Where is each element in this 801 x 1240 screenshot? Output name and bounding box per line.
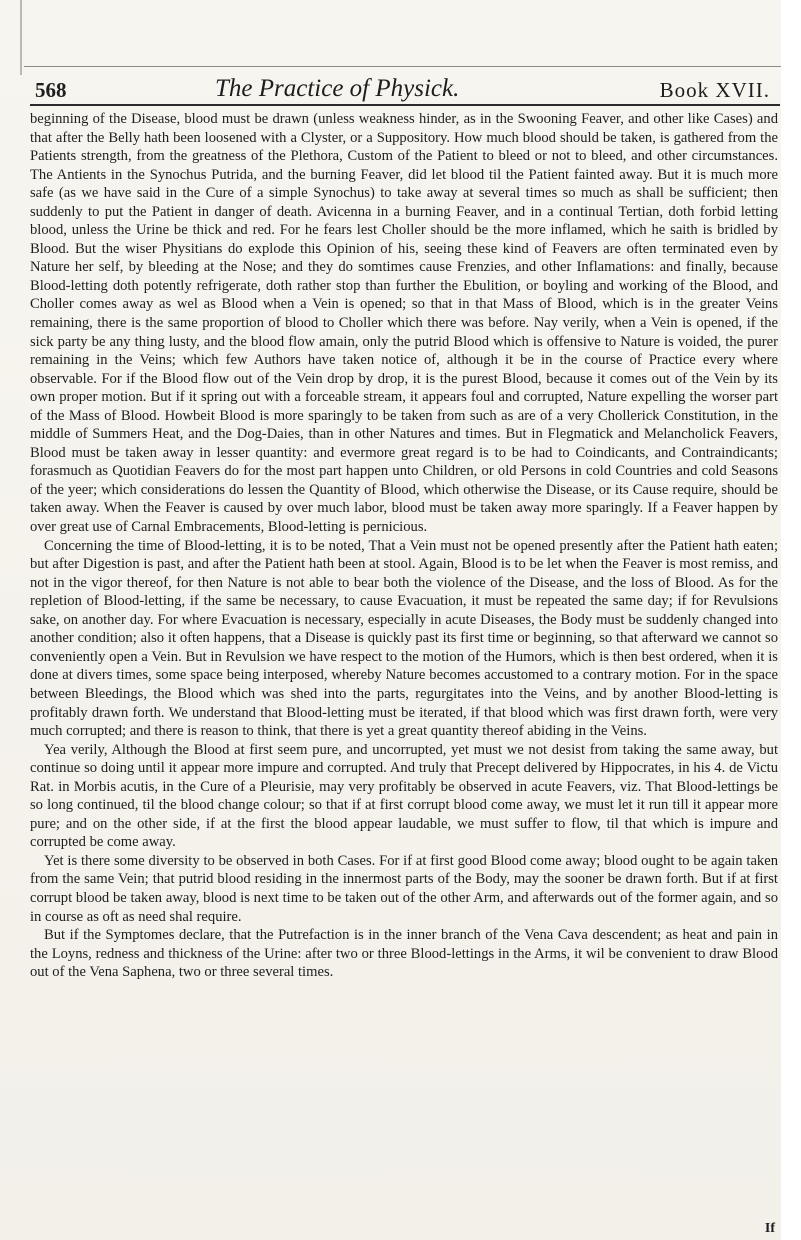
- paragraph: beginning of the Disease, blood must be drawn (unless weakness hinder, as in the Swooning Feaver, and other like Cases) and that after the Belly hath been loosened with a Clyster, or a Suppository. How much blood should be taken, is gathered from the Patients strength, from the greatness of the Plethora, Custom of the Patient to bleed or not to bleed, and other circumstances. The Antients in the Synochus Putrida, and the burning Feaver, did let blood til the Patient fainted away. But it is much more safe (as we have said in the Cure of a simple Synochus) to take away at several times so much as shall be sufficient; then suddenly to put the Patient in danger of death. Avicenna in a burning Feaver, and in a continual Tertian, doth forbid letting blood, unless the Urine be thick and red. For he fears lest Choller should be the more inflamed, which he saith is bridled by Blood. But the wiser Physitians do explode this Opinion of his, seeing these kind of Feavers are often terminated even by Nature her self, by bleeding at the Nose; and they do somtimes cause Frenzies, and other Inflamations: and finally, because Blood-letting doth potently refrigerate, doth rather stop than further the Ebulition, or boyling and working of the Blood, and Choller comes away as wel as Blood when a Vein is opened; so that in that Mass of Blood, which is in the greater Veins remaining, there is the same proportion of blood to Choller which there was before. Nay verily, when a Vein is opened, if the sick party be any thing lusty, and the blood flow amain, only the putrid Blood which is offensive to Nature is voided, the purer remaining in the Veins; which few Authors have taken notice of, although it be in the course of Practice every where observable. For if the Blood flow out of the Vein drop by drop, it is the purest Blood, because it comes out of the Vein by its own proper motion. But if it spring out with a forceable stream, it appears foul and corrupted, Nature expelling the worser part of the Mass of Blood. Howbeit Blood is more sparingly to be taken from such as are of a very Chollerick Constitution, in the middle of Summers Heat, and the Dog-Daies, than in other Natures and times. But in Flegmatick and Melancholick Feavers, Blood must be taken away in lesser quantity: and evermore great regard is to be had to Coindicants, and Contraindicants; forasmuch as Quotidian Feavers do for the most part happen unto Children, or old Persons in cold Countries and cold Seasons of the yeer; which considerations do lessen the Quantity of Blood, which otherwise the Disease, or its Cause require, should be taken away. When the Feaver is caused by over much labor, blood must be taken away more sparingly. If a Feaver happen by over great use of Carnal Embracements, Blood-letting is pernicious.: [30, 111, 778, 536]
- page-number: 568: [35, 78, 67, 102]
- running-title: The Practice of Physick.: [215, 75, 460, 102]
- paragraph: Concerning the time of Blood-letting, it is to be noted, That a Vein must not be opened presently after the Patient hath eaten; but after Digestion is past, and after the Patient hath been at stool. Again, Blood is to be let when the Feaver is most remiss, and not in the vigor thereof, for then Nature is not able to bear both the violence of the Disease, and the loss of Blood. As for the repletion of Blood-letting, if the same be necessary, to cause Evacuation, it must be repeated the same day; if for Revulsions sake, on another day. For where Evacuation is necessary, especially in acute Diseases, the Body must be suddenly changed into another condition; also it often happens, that a Disease is quickly past its first time or beginning, so that afterward we cannot so conveniently open a Vein. But in Revulsion we have respect to the motion of the Humors, which is then best ordered, when it is done at divers times, some space being interposed, whereby Nature becomes accustomed to a contrary motion. For in the space between Bleedings, the Blood which was shed into the parts, regurgitates into the Veins, and by another Blood-letting is profitably drawn forth. We understand that Blood-letting must be iterated, if that blood which was first drawn forth, were very much corrupted; and there is reason to think, that there is yet a great quantity thereof abiding in the Veins.: [30, 537, 778, 740]
- catchword: If: [764, 1221, 775, 1236]
- page-header: [30, 74, 780, 106]
- paragraph: Yet is there some diversity to be observed in both Cases. For if at first good Blood come away; blood ought to be again taken from the same Vein; that putrid blood residing in the innermost parts of the Body, may the sooner be drawn forth. But if at first corrupt blood be taken away, blood is next time to be taken out of the other Arm, and afterwards out of the former again, and so in course as oft as need shal require.: [30, 852, 778, 925]
- page-margin: [781, 0, 801, 1240]
- body-text: [30, 110, 778, 982]
- paragraph: Yea verily, Although the Blood at first seem pure, and uncorrupted, yet must we not desist from taking the same away, but continue so doing until it appear more impure and corrupted. And truly that Precept delivered by Hippocrates, in his 4. de Victu Rat. in Morbis acutis, in the Cure of a Pleurisie, may very profitably be observed in acute Feavers, viz. That Blood-lettings be so long continued, til the blood change colour; so that if at first corrupt blood come away, we must let it run till it appear more pure; and on the other side, if at the first the blood appear laudable, we must suffer to flow, til that which is impure and corrupted be come away.: [30, 741, 778, 851]
- previous-page-edge: [20, 0, 795, 75]
- book-label: Book XVII.: [659, 78, 770, 102]
- paragraph: But if the Symptomes declare, that the Putrefaction is in the inner branch of the Vena Cava descendent; as heat and pain in the Loyns, redness and thickness of the Urine: after two or three Blood-lettings in the Arms, it wil be convenient to draw Blood out of the Vena Saphena, two or three several times.: [30, 927, 778, 981]
- top-rule: [24, 66, 782, 67]
